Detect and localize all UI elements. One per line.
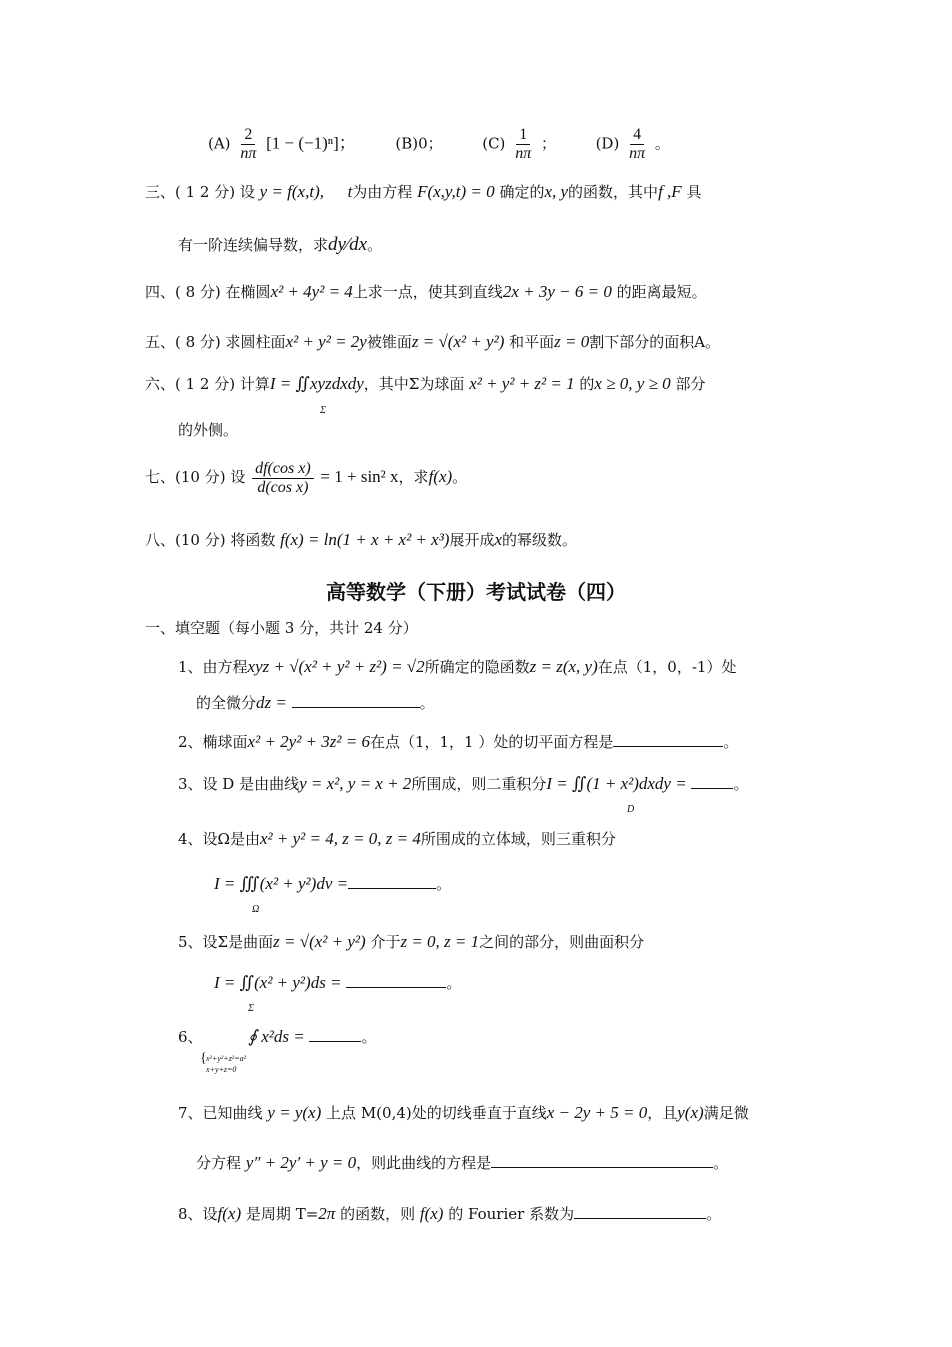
q3-dydx: dy⁄dx bbox=[328, 234, 368, 255]
q8-text-2: 的幂级数。 bbox=[502, 531, 578, 549]
q3-line2-end: 。 bbox=[367, 236, 383, 254]
item1-math-2: z = z(x, y) bbox=[529, 657, 598, 676]
item1-math-1: xyz + √(x² + y² + z²) = √2 bbox=[247, 657, 425, 676]
option-d-num: 4 bbox=[630, 126, 644, 145]
item7-text-d: 满足微 bbox=[703, 1104, 749, 1122]
item8-text-b: 是周期 T= bbox=[245, 1205, 319, 1223]
item-8 bbox=[178, 1203, 721, 1225]
item-1-line1 bbox=[178, 656, 736, 678]
item8-math-1: f(x) bbox=[217, 1204, 242, 1223]
item5-text-d: 。 bbox=[446, 974, 462, 992]
item7-text-g: 。 bbox=[713, 1154, 729, 1172]
item3-text-a: 3、设 D 是由曲线 bbox=[178, 775, 300, 793]
item-6 bbox=[178, 1026, 377, 1048]
option-c-tail: ； bbox=[540, 134, 556, 153]
q7-prefix: 七、(10 分) 设 bbox=[145, 468, 246, 486]
item2-answer-blank[interactable] bbox=[613, 732, 723, 747]
item3-sub-d: D bbox=[627, 804, 635, 815]
item5-text-c: 之间的部分，则曲面积分 bbox=[479, 933, 645, 951]
item3-math-1: y = x², y = x + 2 bbox=[299, 774, 412, 793]
item2-text-b: 在点（1，1，1 ）处的切平面方程是 bbox=[369, 733, 614, 751]
q8-math-2: x bbox=[494, 530, 503, 549]
option-c-label: (C) bbox=[482, 134, 506, 153]
item7-math-3: y(x) bbox=[677, 1103, 704, 1122]
q4-text-2: 的距离最短。 bbox=[616, 283, 707, 301]
item-5-line2 bbox=[214, 972, 461, 994]
item5-math-1: z = √(x² + y²) bbox=[273, 932, 366, 951]
item5-text-b: 介于 bbox=[370, 933, 401, 951]
item2-text-c: 。 bbox=[723, 733, 739, 751]
part1-heading: 一、填空题（每小题 3 分，共计 24 分） bbox=[145, 619, 418, 637]
item8-answer-blank[interactable] bbox=[574, 1204, 706, 1219]
item3-text-c: 。 bbox=[733, 775, 749, 793]
item6-sub-line1: { x²+y²+z²=a² bbox=[200, 1051, 247, 1066]
q6-prefix: 六、( 1 2 分) 计算 bbox=[145, 375, 270, 393]
item-5-line1 bbox=[178, 931, 644, 953]
item4-integrand: (x² + y²)dv = bbox=[259, 874, 349, 893]
item7-text-e: 分方程 bbox=[196, 1154, 242, 1172]
q5-text-3: 割下部分的面积A。 bbox=[589, 333, 721, 351]
option-b: (B)0； bbox=[395, 134, 443, 153]
item4-integral: I = ∭ bbox=[214, 874, 260, 893]
item5-integral: I = ∬ bbox=[214, 973, 255, 992]
item7-text-b: 上点 M(0,4)处的切线垂直于直线 bbox=[326, 1104, 547, 1122]
item-7-line2 bbox=[196, 1152, 728, 1174]
item7-text-a: 7、已知曲线 bbox=[178, 1104, 263, 1122]
q6-text-1: ，其中Σ为球面 bbox=[363, 375, 465, 393]
item7-text-c: ，且 bbox=[647, 1104, 678, 1122]
question-4 bbox=[145, 281, 707, 303]
q8-text-1: 展开成 bbox=[449, 531, 495, 549]
q3-math-2: t bbox=[347, 182, 353, 201]
q4-text-1: 上求一点，使其到直线 bbox=[352, 283, 503, 301]
q3-math-4: x, y bbox=[544, 182, 569, 201]
item6-text-a: 6、 bbox=[178, 1028, 203, 1046]
question-7 bbox=[145, 455, 467, 499]
option-a-fraction bbox=[237, 126, 259, 163]
q5-math-3: z = 0 bbox=[554, 332, 590, 351]
item8-text-c: 的函数，则 bbox=[340, 1205, 416, 1223]
item4-math: x² + y² = 4, z = 0, z = 4 bbox=[259, 829, 421, 848]
q3-text-3: 的函数，其中 bbox=[568, 183, 659, 201]
item6-answer-blank[interactable] bbox=[309, 1027, 361, 1042]
option-c-fraction bbox=[512, 126, 534, 163]
item6-sub-line2: x+y+z=0 bbox=[206, 1065, 237, 1074]
q4-prefix: 四、( 8 分) 在椭圆 bbox=[145, 283, 271, 301]
item4-text-b: 所围成的立体域，则三重积分 bbox=[420, 830, 616, 848]
item7-math-2: x − 2y + 5 = 0 bbox=[546, 1103, 648, 1122]
q3-math-5: f ,F bbox=[658, 182, 682, 201]
option-a-label: (A) bbox=[208, 134, 231, 153]
q8-prefix: 八、(10 分) 将函数 bbox=[145, 531, 276, 549]
item1-answer-blank[interactable] bbox=[292, 693, 420, 708]
item-2 bbox=[178, 731, 738, 753]
item5-integrand: (x² + y²)ds = bbox=[254, 973, 342, 992]
q3-text-1: 为由方程 bbox=[352, 183, 413, 201]
item6-sub-eq1: x²+y²+z²=a² bbox=[206, 1054, 247, 1063]
item7-text-f: ，则此曲线的方程是 bbox=[356, 1154, 492, 1172]
item5-sub-sigma: Σ bbox=[248, 1003, 254, 1014]
q7-fraction bbox=[252, 460, 314, 497]
option-d-label: (D) bbox=[595, 134, 620, 153]
item8-math-3: f(x) bbox=[419, 1204, 444, 1223]
item4-text-a: 4、设Ω是由 bbox=[178, 830, 260, 848]
item1-text-a: 1、由方程 bbox=[178, 658, 248, 676]
option-d-tail: 。 bbox=[654, 134, 670, 153]
item5-math-2: z = 0, z = 1 bbox=[400, 932, 480, 951]
item4-sub-omega: Ω bbox=[252, 904, 260, 915]
q6-math-sphere: x² + y² + z² = 1 bbox=[469, 374, 575, 393]
option-a-den: nπ bbox=[240, 145, 257, 162]
option-c-den: nπ bbox=[515, 145, 532, 162]
q3-math-1: y = f(x,t), bbox=[259, 182, 324, 201]
item8-text-e: 。 bbox=[706, 1205, 722, 1223]
item7-math-4: y″ + 2y′ + y = 0 bbox=[245, 1153, 357, 1172]
q6-integral: I = ∬ bbox=[269, 374, 310, 393]
item1-text-d: 的全微分 bbox=[196, 694, 257, 712]
item5-answer-blank[interactable] bbox=[346, 973, 446, 988]
options-line bbox=[208, 126, 670, 163]
q5-math-2: z = √(x² + y²) bbox=[411, 332, 505, 351]
item3-integral: I = ∬ bbox=[546, 774, 587, 793]
q4-math-2: 2x + 3y − 6 = 0 bbox=[502, 282, 612, 301]
q5-text-2: 和平面 bbox=[509, 333, 555, 351]
item4-text-c: 。 bbox=[436, 875, 452, 893]
item2-math: x² + 2y² + 3z² = 6 bbox=[247, 732, 370, 751]
question-3-line2 bbox=[178, 234, 382, 256]
item7-answer-blank[interactable] bbox=[491, 1153, 713, 1168]
q6-text-3: 部分 bbox=[675, 375, 706, 393]
q6-integrand: xyzdxdy bbox=[309, 374, 364, 393]
option-d-den: nπ bbox=[629, 145, 646, 162]
q3-math-3: F(x,y,t) = 0 bbox=[417, 182, 495, 201]
item-1-line2 bbox=[196, 692, 435, 714]
q3-text-2: 确定的 bbox=[499, 183, 545, 201]
q6-text-2: 的 bbox=[579, 375, 595, 393]
item6-integral: ∮ x²ds = bbox=[248, 1027, 305, 1046]
item3-answer-blank[interactable] bbox=[691, 774, 733, 789]
item-7-line1 bbox=[178, 1102, 749, 1124]
q5-math-1: x² + y² = 2y bbox=[285, 332, 367, 351]
q7-num: df(cos x) bbox=[252, 460, 314, 479]
item7-math-1: y = y(x) bbox=[267, 1103, 322, 1122]
item1-math-3: dz = bbox=[256, 693, 287, 712]
item1-text-c: 在点（1，0，-1）处 bbox=[597, 658, 737, 676]
item8-text-a: 8、设 bbox=[178, 1205, 218, 1223]
q6-math-region: x ≥ 0, y ≥ 0 bbox=[594, 374, 671, 393]
item-4-line2 bbox=[214, 873, 451, 895]
item8-math-2: 2π bbox=[318, 1204, 336, 1223]
q3-prefix: 三、( 1 2 分) 设 bbox=[145, 183, 255, 201]
question-6-line2: 的外侧。 bbox=[178, 421, 239, 439]
item6-text-b: 。 bbox=[361, 1028, 377, 1046]
item-4-line1 bbox=[178, 828, 616, 850]
question-5 bbox=[145, 331, 720, 353]
item2-text-a: 2、椭球面 bbox=[178, 733, 248, 751]
item3-text-b: 所围成，则二重积分 bbox=[411, 775, 547, 793]
item4-answer-blank[interactable] bbox=[348, 874, 436, 889]
q5-prefix: 五、( 8 分) 求圆柱面 bbox=[145, 333, 286, 351]
item5-text-a: 5、设Σ是曲面 bbox=[178, 933, 274, 951]
question-8 bbox=[145, 529, 577, 551]
q5-text-1: 被锥面 bbox=[366, 333, 412, 351]
q7-math-1: = 1 + sin² x bbox=[320, 467, 399, 486]
item1-text-b: 所确定的隐函数 bbox=[424, 658, 530, 676]
q3-text-4: 具 bbox=[686, 183, 702, 201]
q7-text-2: 。 bbox=[452, 468, 468, 486]
item3-integrand: (1 + x²)dxdy = bbox=[586, 774, 687, 793]
option-a-tail: [1 − (−1)ⁿ]； bbox=[266, 133, 356, 153]
item8-text-d: 的 Fourier 系数为 bbox=[448, 1205, 575, 1223]
exam-title: 高等数学（下册）考试试卷（四） bbox=[326, 580, 626, 604]
q7-math-2: f(x) bbox=[428, 467, 453, 486]
question-3-line1 bbox=[145, 181, 701, 203]
item-3 bbox=[178, 773, 748, 795]
option-c-num: 1 bbox=[516, 126, 530, 145]
q8-math-1: f(x) = ln(1 + x + x² + x³) bbox=[280, 530, 450, 549]
option-d-fraction bbox=[626, 126, 648, 163]
q7-den: d(cos x) bbox=[257, 478, 309, 496]
option-a-num: 2 bbox=[241, 126, 255, 145]
question-6-line1 bbox=[145, 373, 705, 395]
q3-line2-text: 有一阶连续偏导数，求 bbox=[178, 236, 329, 254]
q4-math-1: x² + 4y² = 4 bbox=[270, 282, 353, 301]
item1-text-e: 。 bbox=[419, 694, 435, 712]
q7-text-1: ，求 bbox=[398, 468, 429, 486]
q6-sub-sigma: Σ bbox=[320, 405, 326, 416]
